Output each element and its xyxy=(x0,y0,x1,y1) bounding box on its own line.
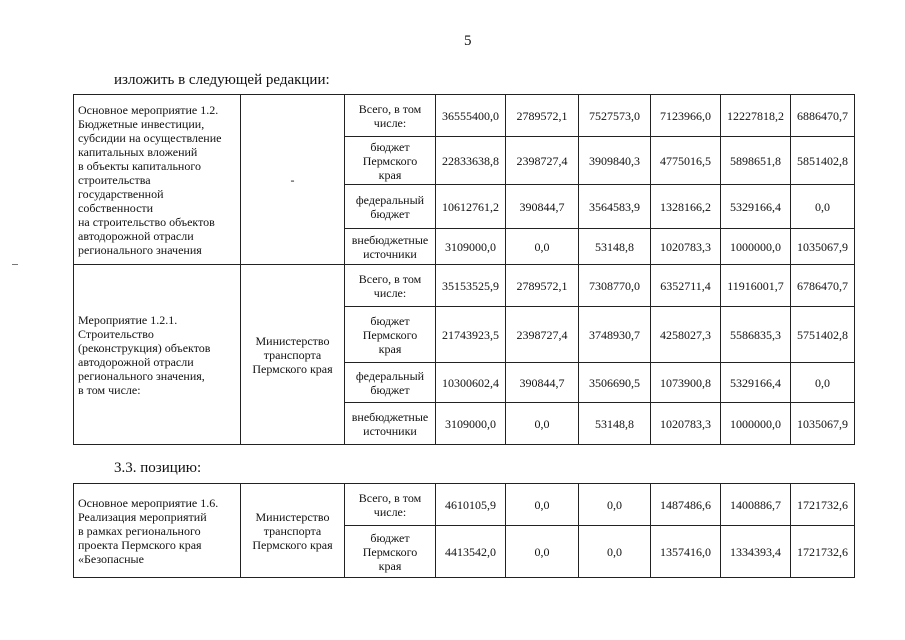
cell-line: бюджет xyxy=(370,313,410,328)
value-cell: 1721732,6 xyxy=(791,526,855,578)
value-cell: 35153525,9 xyxy=(436,265,506,307)
value-cell: 1328166,2 xyxy=(651,185,721,229)
value-cell: 22833638,8 xyxy=(436,137,506,185)
value-cell: 53148,8 xyxy=(579,229,651,265)
cell-line: бюджет xyxy=(370,382,410,397)
cell-line: Пермского xyxy=(362,544,418,559)
value-cell: 4413542,0 xyxy=(436,526,506,578)
cell-line: автодорожной отрасли xyxy=(78,354,194,369)
funding-source-cell xyxy=(345,95,436,137)
cell-line: числе: xyxy=(373,285,407,300)
cell-line: Строительство xyxy=(78,326,154,341)
table-row xyxy=(74,484,855,526)
cell-line: бюджет xyxy=(370,139,410,154)
cell-line: на строительство объектов xyxy=(78,214,215,229)
value-cell: 0,0 xyxy=(506,484,579,526)
activity-title-cell xyxy=(74,95,241,265)
value-cell: 2789572,1 xyxy=(506,265,579,307)
value-cell: 1000000,0 xyxy=(721,229,791,265)
value-cell: 3564583,9 xyxy=(579,185,651,229)
cell-line: источники xyxy=(363,246,417,261)
value-cell: 21743923,5 xyxy=(436,307,506,363)
value-cell: 10612761,2 xyxy=(436,185,506,229)
cell-line: числе: xyxy=(373,504,407,519)
value-cell: 2398727,4 xyxy=(506,137,579,185)
funding-source-cell xyxy=(345,363,436,403)
value-cell: 5898651,8 xyxy=(721,137,791,185)
page-number: 5 xyxy=(464,33,472,49)
executor-cell xyxy=(241,95,345,265)
cell-line: края xyxy=(378,558,402,573)
table-row xyxy=(74,95,855,137)
value-cell: 3109000,0 xyxy=(436,403,506,445)
intro-text: изложить в следующей редакции: xyxy=(114,72,330,88)
value-cell: 1357416,0 xyxy=(651,526,721,578)
cell-line: края xyxy=(378,167,402,182)
value-cell: 390844,7 xyxy=(506,185,579,229)
value-cell: 6886470,7 xyxy=(791,95,855,137)
cell-line: Министерство xyxy=(255,509,330,524)
cell-line: проекта Пермского края xyxy=(78,537,202,552)
value-cell: 0,0 xyxy=(579,484,651,526)
cell-line: в том числе: xyxy=(78,382,141,397)
program-table-2 xyxy=(73,483,855,578)
cell-line: в рамках регионального xyxy=(78,523,201,538)
cell-line: Основное мероприятие 1.2. xyxy=(78,102,219,117)
cell-line: внебюджетные xyxy=(351,232,429,247)
table-body xyxy=(74,484,855,578)
cell-line: края xyxy=(378,341,402,356)
value-cell: 0,0 xyxy=(506,403,579,445)
cell-line: строительства xyxy=(78,172,151,187)
value-cell: 1334393,4 xyxy=(721,526,791,578)
cell-line: в объекты капитального xyxy=(78,158,201,173)
funding-source-cell xyxy=(345,526,436,578)
program-table-1 xyxy=(73,94,855,445)
value-cell: 7123966,0 xyxy=(651,95,721,137)
value-cell: 3909840,3 xyxy=(579,137,651,185)
value-cell: 10300602,4 xyxy=(436,363,506,403)
value-cell: 2398727,4 xyxy=(506,307,579,363)
value-cell: 1487486,6 xyxy=(651,484,721,526)
cell-line: Пермского края xyxy=(252,361,333,376)
cell-line: Пермского xyxy=(362,153,418,168)
executor-cell xyxy=(241,484,345,578)
cell-line: Всего, в том xyxy=(358,490,422,505)
value-cell: 1073900,8 xyxy=(651,363,721,403)
table-body xyxy=(74,95,855,445)
cell-line: бюджет xyxy=(370,206,410,221)
funding-source-cell xyxy=(345,484,436,526)
value-cell: 1020783,3 xyxy=(651,229,721,265)
value-cell: 390844,7 xyxy=(506,363,579,403)
value-cell: 4775016,5 xyxy=(651,137,721,185)
value-cell: 5329166,4 xyxy=(721,363,791,403)
cell-line: субсидии на осуществление xyxy=(78,130,222,145)
section-heading: 3.3. позицию: xyxy=(114,460,202,476)
value-cell: 1035067,9 xyxy=(791,229,855,265)
value-cell: 0,0 xyxy=(506,526,579,578)
value-cell: 5329166,4 xyxy=(721,185,791,229)
value-cell: 0,0 xyxy=(791,185,855,229)
value-cell: 0,0 xyxy=(579,526,651,578)
value-cell: 1400886,7 xyxy=(721,484,791,526)
cell-line: автодорожной отрасли xyxy=(78,228,194,243)
table-row xyxy=(74,265,855,307)
value-cell: 6352711,4 xyxy=(651,265,721,307)
cell-line: федеральный xyxy=(355,368,425,383)
funding-source-cell xyxy=(345,403,436,445)
value-cell: 5751402,8 xyxy=(791,307,855,363)
value-cell: 3506690,5 xyxy=(579,363,651,403)
cell-line: собственности xyxy=(78,200,154,215)
value-cell: 53148,8 xyxy=(579,403,651,445)
value-cell: 3109000,0 xyxy=(436,229,506,265)
cell-line: федеральный xyxy=(355,192,425,207)
funding-source-cell xyxy=(345,137,436,185)
cell-line: Всего, в том xyxy=(358,271,422,286)
value-cell: 36555400,0 xyxy=(436,95,506,137)
value-cell: 1035067,9 xyxy=(791,403,855,445)
activity-title-cell xyxy=(74,484,241,578)
cell-line: Пермского xyxy=(362,327,418,342)
value-cell: 11916001,7 xyxy=(721,265,791,307)
cell-line: Всего, в том xyxy=(358,101,422,116)
value-cell: 7308770,0 xyxy=(579,265,651,307)
value-cell: 5851402,8 xyxy=(791,137,855,185)
cell-line: транспорта xyxy=(263,347,322,362)
cell-line: Министерство xyxy=(255,333,330,348)
cell-line: регионального значения xyxy=(78,242,202,257)
cell-line: (реконструкция) объектов xyxy=(78,340,211,355)
cell-line: числе: xyxy=(373,115,407,130)
cell-line: транспорта xyxy=(263,523,322,538)
value-cell: 4258027,3 xyxy=(651,307,721,363)
cell-line: Реализация мероприятий xyxy=(78,509,207,524)
value-cell: 6786470,7 xyxy=(791,265,855,307)
cell-line: - xyxy=(290,172,295,187)
value-cell: 2789572,1 xyxy=(506,95,579,137)
cell-line: Основное мероприятие 1.6. xyxy=(78,495,219,510)
cell-line: источники xyxy=(363,423,417,438)
executor-cell xyxy=(241,265,345,445)
funding-source-cell xyxy=(345,265,436,307)
cell-line: Бюджетные инвестиции, xyxy=(78,116,205,131)
cell-line: Пермского края xyxy=(252,537,333,552)
margin-mark xyxy=(12,264,18,265)
cell-line: регионального значения, xyxy=(78,368,205,383)
value-cell: 0,0 xyxy=(791,363,855,403)
value-cell: 4610105,9 xyxy=(436,484,506,526)
value-cell: 1020783,3 xyxy=(651,403,721,445)
value-cell: 5586835,3 xyxy=(721,307,791,363)
cell-line: «Безопасные xyxy=(78,551,144,566)
cell-line: Мероприятие 1.2.1. xyxy=(78,312,178,327)
value-cell: 0,0 xyxy=(506,229,579,265)
value-cell: 3748930,7 xyxy=(579,307,651,363)
funding-source-cell xyxy=(345,185,436,229)
funding-source-cell xyxy=(345,307,436,363)
cell-line: внебюджетные xyxy=(351,409,429,424)
cell-line: бюджет xyxy=(370,530,410,545)
activity-title-cell xyxy=(74,265,241,445)
value-cell: 1721732,6 xyxy=(791,484,855,526)
cell-line: государственной xyxy=(78,186,164,201)
cell-line: капитальных вложений xyxy=(78,144,198,159)
funding-source-cell xyxy=(345,229,436,265)
value-cell: 12227818,2 xyxy=(721,95,791,137)
value-cell: 7527573,0 xyxy=(579,95,651,137)
value-cell: 1000000,0 xyxy=(721,403,791,445)
